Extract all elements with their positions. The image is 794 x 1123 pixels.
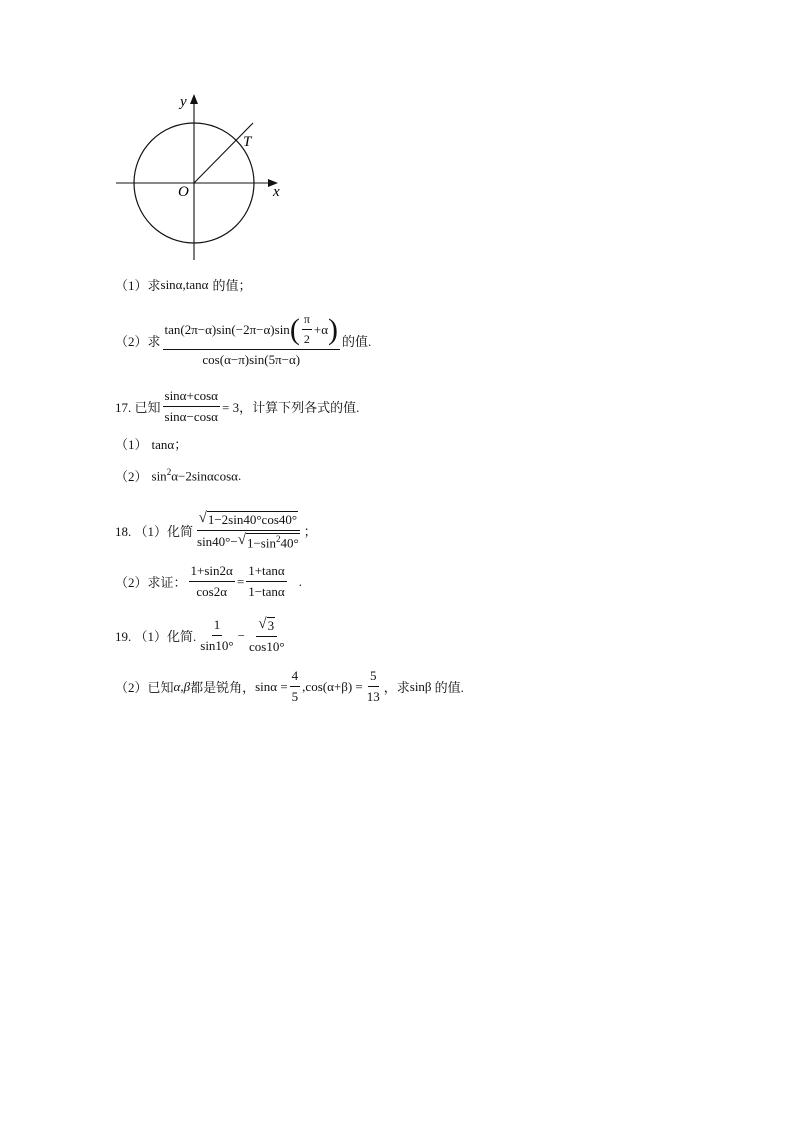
q19-f2-num (256, 616, 277, 637)
pi-numerator: π (302, 312, 312, 330)
q18-num-radicand: 1−2sin40°cos40° (207, 512, 298, 527)
q19-cos-ab: ,cos(α+β) = (302, 678, 363, 694)
q17-p2-rest: α−2sinαcosα (171, 468, 238, 484)
q16-p2-label: （2）求 (115, 333, 161, 349)
y-axis-arrow-icon (190, 94, 198, 104)
q19-f2-radicand: 3 (267, 618, 275, 633)
q18-den (195, 531, 302, 551)
q17-num: sinα+cosα (163, 388, 220, 407)
q17-stem (115, 388, 359, 425)
q19-p2-text: 都是锐角， (190, 680, 256, 695)
q17-fraction (163, 388, 220, 425)
q19-f1-den: sin10° (200, 638, 234, 653)
q19-p2-tail-a: ，求 (383, 680, 410, 695)
q17-p2-sup: 2 (166, 466, 172, 477)
q17-eq: = 3，计算下列各式的值. (221, 400, 360, 415)
q17-p2-label: （2） (115, 469, 148, 484)
q19-fraction-2 (247, 616, 287, 655)
q18-tail: ； (303, 524, 317, 540)
q17-part1 (115, 434, 187, 453)
q19-label: 19. （1）化简. (115, 629, 197, 644)
q18-right-fraction (246, 563, 287, 600)
q16-p2-fraction (163, 312, 341, 368)
q18-fraction (195, 510, 302, 551)
point-t-label: T (243, 134, 252, 150)
q19-part1 (115, 616, 289, 655)
q19-p2-target: sinβ (409, 678, 432, 694)
q19-cos-num: 5 (368, 668, 379, 687)
q18-eq: = (236, 573, 245, 589)
q19-sin-num: 4 (290, 668, 301, 687)
q18-label: 18. （1）化简 (115, 524, 194, 540)
q18-den-a: sin40°− (197, 534, 238, 550)
q19-sin-a: sinα = (255, 678, 288, 694)
q19-f1-num: 1 (212, 617, 223, 636)
q17-p2-tail: . (237, 467, 242, 483)
unit-circle-figure (110, 90, 300, 265)
sqrt-icon: √ (237, 532, 246, 548)
q16-p1-tail: 的值； (212, 278, 252, 293)
left-paren-icon: ( (289, 312, 300, 346)
q16-p2-num-a: tan(2π−α)sin(−2π−α)sin (164, 321, 290, 337)
q18-r-den: 1−tanα (248, 584, 285, 599)
q17-p2-sin: sin (151, 468, 167, 484)
q18-p2-label: （2）求证： (115, 575, 187, 590)
q17-part2 (115, 466, 241, 485)
q19-p2-label: （2）已知 (115, 680, 174, 695)
q18-den-sup: 2 (275, 534, 281, 544)
sqrt-icon: √ (258, 616, 267, 632)
q19-part2 (115, 668, 464, 705)
q16-p2-tail: 的值. (342, 333, 372, 349)
q16-p2-den: cos(α−π)sin(5π−α) (202, 352, 301, 367)
q18-left-fraction (189, 563, 235, 600)
q16-p1-expr: sinα,tanα (160, 276, 209, 292)
q19-sin-fraction (290, 668, 301, 705)
q18-den-b: 1−sin (246, 535, 276, 551)
q16-p1-label: （1）求 (115, 278, 161, 293)
q18-r-num: 1+tanα (246, 563, 287, 582)
q18-l-num: 1+sin2α (189, 563, 235, 582)
q19-minus: − (237, 627, 245, 643)
q19-cos-den: 13 (366, 689, 380, 704)
two-denominator: 2 (303, 332, 310, 346)
q18-l-den: cos2α (196, 584, 227, 599)
q18-num (197, 510, 300, 531)
q17-p1-label: （1） (115, 437, 148, 452)
q19-p2-tail-b: 的值. (434, 680, 464, 695)
q16-part1 (115, 275, 251, 294)
q19-cos-fraction (365, 668, 382, 705)
x-axis-label: x (273, 184, 280, 200)
q18-part2 (115, 563, 302, 600)
q18-den-c: 40° (280, 535, 299, 551)
sqrt-icon: √ (198, 510, 207, 526)
q17-den: sinα−cosα (164, 409, 218, 424)
right-paren-icon: ) (328, 312, 339, 346)
q19-p2-vars: α,β (173, 678, 191, 694)
q19-f2-den: cos10° (248, 639, 285, 654)
q19-sin-den: 5 (291, 689, 299, 704)
q16-part2 (115, 312, 371, 368)
q17-p1-expr: tanα； (151, 437, 188, 452)
q17-label: 17. 已知 (115, 400, 161, 415)
q16-p2-pi-over-2 (302, 312, 312, 347)
y-axis-label: y (180, 94, 187, 110)
terminal-ray (194, 123, 253, 183)
q19-fraction-1 (198, 617, 235, 654)
q18-p2-tail: . (298, 573, 302, 589)
q17-p2-expr (152, 467, 238, 484)
q18-part1 (115, 510, 317, 551)
origin-label: O (178, 184, 189, 200)
q16-p2-plus: +α (313, 321, 329, 337)
